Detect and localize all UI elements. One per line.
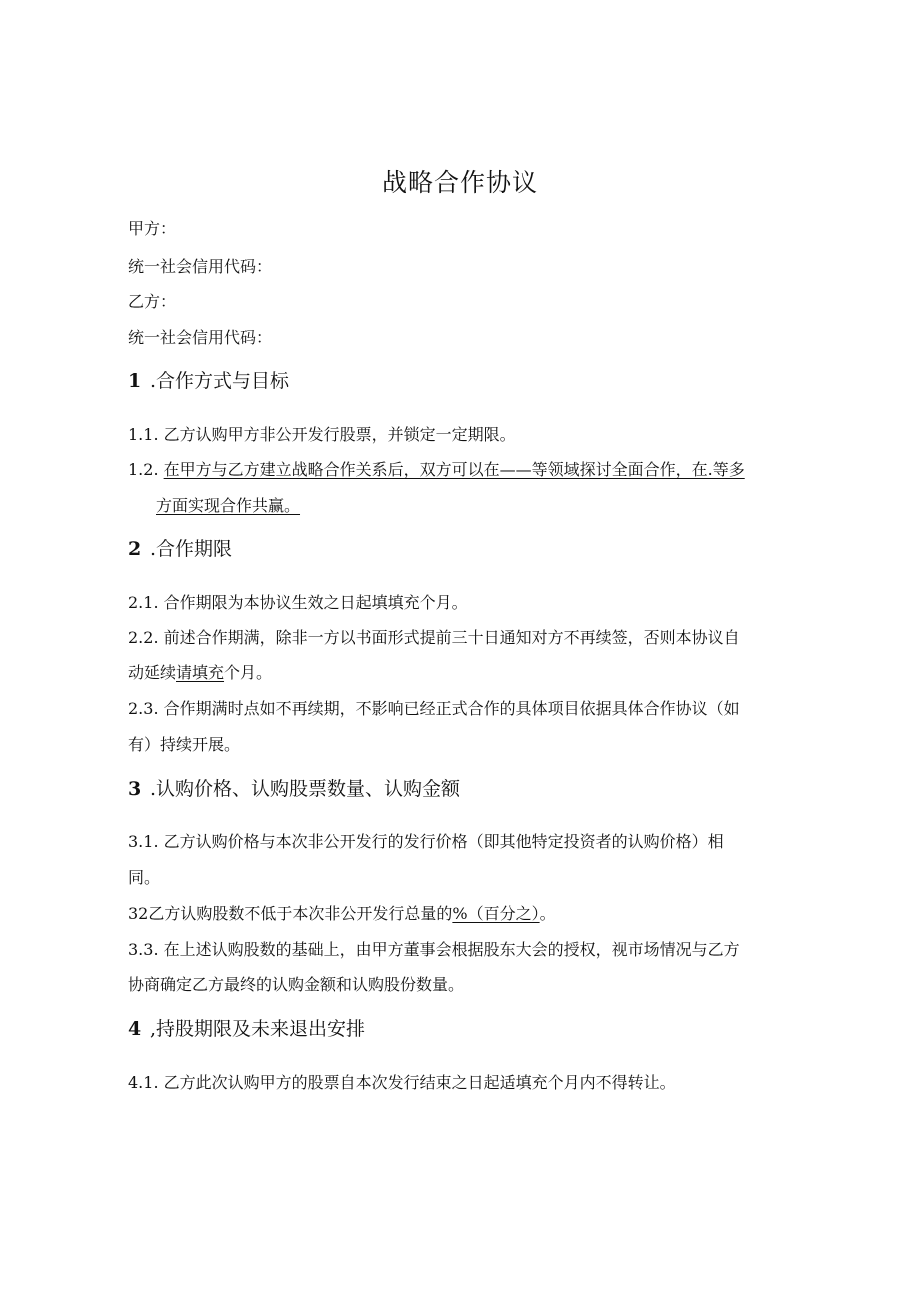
- section-3-heading: [128, 774, 460, 801]
- section-number: 4: [128, 1018, 142, 1040]
- fill-in-blank: 请填充: [176, 663, 225, 682]
- clause-1-2-continued: [156, 493, 300, 516]
- section-2-heading: [128, 534, 232, 561]
- party-b-label: 乙方：: [128, 292, 177, 311]
- clause-1-2: [128, 457, 745, 480]
- section-number: 3: [128, 778, 142, 800]
- clause-text: 32乙方认购股数不低于本次非公开发行总量的: [128, 904, 453, 923]
- section-number: 1: [128, 370, 142, 392]
- credit-code-b-label: 统一社会信用代码：: [128, 328, 273, 347]
- clause-3-3-continued: 协商确定乙方最终的认购金额和认购股份数量。: [128, 975, 465, 994]
- section-title: .合作期限: [150, 538, 233, 560]
- section-1-heading: [128, 366, 289, 393]
- fill-in-blank: %（百分之）: [452, 904, 540, 923]
- section-title: .合作方式与目标: [150, 370, 290, 392]
- clause-text: 个月。: [224, 663, 273, 682]
- clause-prefix: 1.2.: [128, 460, 164, 479]
- clause-underlined-text: 方面实现合作共赢。: [156, 496, 301, 515]
- section-title: ,持股期限及未来退出安排: [150, 1018, 366, 1040]
- clause-2-2: 2.2. 前述合作期满，除非一方以书面形式提前三十日通知对方不再续签，否则本协议自: [128, 628, 740, 647]
- clause-3-3: 3.3. 在上述认购股数的基础上，由甲方董事会根据股东大会的授权，视市场情况与乙方: [128, 940, 740, 959]
- clause-text: 。: [539, 904, 556, 923]
- clause-text: 动延续: [128, 663, 177, 682]
- clause-2-3: 2.3. 合作期满时点如不再续期，不影响已经正式合作的具体项目依据具体合作协议（如: [128, 699, 740, 718]
- document-title: 战略合作协议: [381, 168, 538, 197]
- clause-3-1-continued: 同。: [128, 868, 161, 887]
- clause-2-3-continued: 有）持续开展。: [128, 735, 241, 754]
- credit-code-a-label: 统一社会信用代码：: [128, 257, 273, 276]
- party-a-label: 甲方：: [128, 219, 177, 238]
- clause-1-1: 1.1. 乙方认购甲方非公开发行股票，并锁定一定期限。: [128, 425, 516, 444]
- section-title: .认购价格、认购股票数量、认购金额: [150, 778, 461, 800]
- clause-2-2-continued: [128, 660, 272, 683]
- section-number: 2: [128, 538, 142, 560]
- clause-3-2: [128, 901, 556, 924]
- section-4-heading: [128, 1014, 365, 1041]
- clause-underlined-text: 在甲方与乙方建立战略合作关系后，双方可以在——等领域探讨全面合作，在.等多: [163, 460, 745, 479]
- clause-2-1: 2.1. 合作期限为本协议生效之日起填填充个月。: [128, 593, 468, 612]
- clause-4-1: 4.1. 乙方此次认购甲方的股票自本次发行结束之日起适填充个月内不得转让。: [128, 1073, 676, 1092]
- clause-3-1: 3.1. 乙方认购价格与本次非公开发行的发行价格（即其他特定投资者的认购价格）相: [128, 832, 724, 851]
